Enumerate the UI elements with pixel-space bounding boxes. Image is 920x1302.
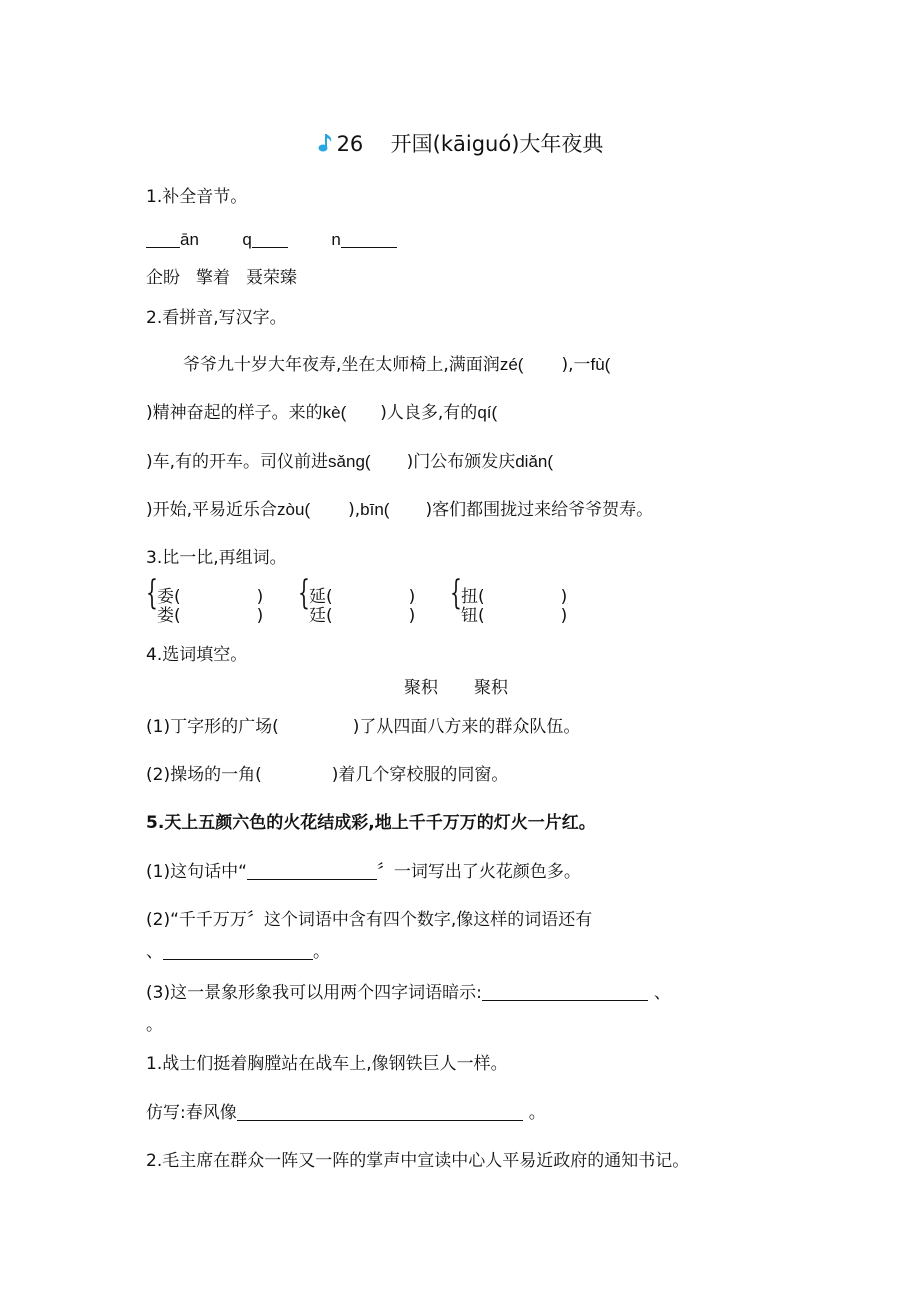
- q3-char: 娄(: [157, 606, 181, 626]
- q5-text: 。: [313, 942, 330, 962]
- q5-text: 、: [653, 983, 671, 1003]
- q2-line-2: [146, 398, 497, 423]
- pinyin-dian: diǎn(: [515, 452, 554, 471]
- q3-char: 钮(: [461, 606, 485, 626]
- q3-group-3: [450, 573, 580, 626]
- page-title: [0, 128, 920, 159]
- q5-text: (3)这一景象形象我可以用两个四字词语暗示:: [146, 983, 482, 1003]
- q4-options: [404, 673, 508, 698]
- q1-heading: 1.补全音节。: [146, 187, 248, 207]
- pinyin-ke: kè(: [322, 403, 347, 422]
- q4-item-1: [146, 712, 580, 737]
- q3-group-1: [146, 573, 276, 626]
- q3-char: 廷(: [309, 606, 333, 626]
- q1-blank-2: q: [242, 230, 252, 249]
- q2-text: )人良多,有的: [380, 403, 478, 423]
- imitate-label: 仿写:春风像: [146, 1103, 237, 1123]
- q4-heading: 4.选词填空。: [146, 645, 248, 665]
- q2-text: ),: [348, 500, 361, 520]
- q1-word-1: 企盼: [146, 268, 180, 288]
- q4-item-2: [146, 760, 508, 785]
- q2-text: )开始,平易近乐合: [146, 500, 278, 520]
- brace: {: [298, 573, 310, 613]
- lesson-title: 开国(kāiguó)大年夜典: [390, 132, 604, 156]
- brace: {: [450, 573, 462, 613]
- answer-line[interactable]: [163, 943, 313, 960]
- q4-option: 聚积: [474, 678, 508, 698]
- q2-line-3: [146, 447, 553, 472]
- q2-text: )精神奋起的样子。来的: [146, 403, 323, 423]
- q4-option: 聚积: [404, 678, 438, 698]
- q5-item-3-end: 。: [146, 1015, 163, 1035]
- q2-text: )门公布颁发庆: [406, 452, 516, 472]
- q2-text: )车,有的开车。司仪前进: [146, 452, 329, 472]
- paren: ): [560, 606, 568, 626]
- pinyin-sang: sǎng(: [328, 452, 371, 471]
- q3-group-2: [298, 573, 428, 626]
- q3-heading: 3.比一比,再组词。: [146, 548, 287, 568]
- q3-char: 延(: [309, 587, 333, 607]
- pinyin-bin: bīn(: [360, 500, 390, 519]
- q2-heading: 2.看拼音,写汉字。: [146, 308, 287, 328]
- pinyin-fu: fù(: [590, 355, 611, 374]
- part2-sentence-2: 2.毛主席在群众一阵又一阵的掌声中宣读中心人平易近政府的通知书记。: [146, 1151, 690, 1171]
- q5-text: (1)这句话中“: [146, 862, 247, 882]
- blank-line[interactable]: [146, 231, 180, 248]
- pinyin-zou: zòu(: [277, 500, 311, 519]
- q5-item-2: (2)“千千万万〞这个词语中含有四个数字,像这样的词语还有: [146, 910, 593, 930]
- q2-line-1: [183, 350, 610, 375]
- pinyin-ze: zé(: [499, 355, 524, 374]
- paren: ): [408, 606, 416, 626]
- q1-blank-1: ān: [180, 230, 199, 249]
- q3-row: [157, 601, 263, 626]
- q1-word-2: 擎着: [196, 268, 230, 288]
- q3-row: [309, 601, 415, 626]
- q3-char: 扭(: [461, 587, 485, 607]
- music-note-icon: [317, 132, 335, 159]
- q5-text: 、: [146, 942, 163, 962]
- q1-blank-3: n: [331, 230, 341, 249]
- q5-text: 〞一词写出了火花颜色多。: [376, 862, 581, 882]
- q5-item-2-cont: [146, 937, 330, 962]
- q5-item-3: [146, 978, 671, 1003]
- blank-line[interactable]: [341, 231, 397, 248]
- q3-row: [461, 601, 567, 626]
- q2-line-4: [146, 495, 653, 520]
- q4-text: (2)操场的一角(: [146, 765, 262, 785]
- paren: ): [560, 587, 568, 607]
- q5-heading: 5.天上五颜六色的火花结成彩,地上千千万万的灯火一片红。: [146, 813, 596, 833]
- q2-text: 爷爷九十岁大年夜寿,坐在太师椅上,满面润: [183, 355, 500, 375]
- q4-text: )了从四面八方来的群众队伍。: [352, 717, 581, 737]
- answer-line[interactable]: [247, 863, 377, 880]
- lesson-number: 26: [336, 132, 364, 156]
- paren: ): [256, 587, 264, 607]
- imitate-end: 。: [528, 1103, 546, 1123]
- paren: ): [408, 587, 416, 607]
- part2-sentence-1: 1.战士们挺着胸膛站在战车上,像钢铁巨人一样。: [146, 1054, 508, 1074]
- q1-word-3: 聂荣臻: [246, 268, 297, 288]
- q4-text: (1)丁字形的广场(: [146, 717, 279, 737]
- q1-blanks: [146, 230, 397, 250]
- q4-text: )着几个穿校服的同窗。: [331, 765, 509, 785]
- pinyin-qi: qí(: [477, 403, 498, 422]
- q3-char: 委(: [157, 587, 181, 607]
- answer-line[interactable]: [482, 984, 648, 1001]
- q5-item-1: [146, 857, 581, 882]
- paren: ): [256, 606, 264, 626]
- q2-text: )客们都围拢过来给爷爷贺寿。: [425, 500, 654, 520]
- part2-imitate: [146, 1098, 546, 1123]
- answer-line[interactable]: [237, 1104, 523, 1121]
- brace: {: [146, 573, 158, 613]
- blank-line[interactable]: [252, 231, 288, 248]
- q1-words: [146, 263, 297, 288]
- q2-text: ),一: [561, 355, 591, 375]
